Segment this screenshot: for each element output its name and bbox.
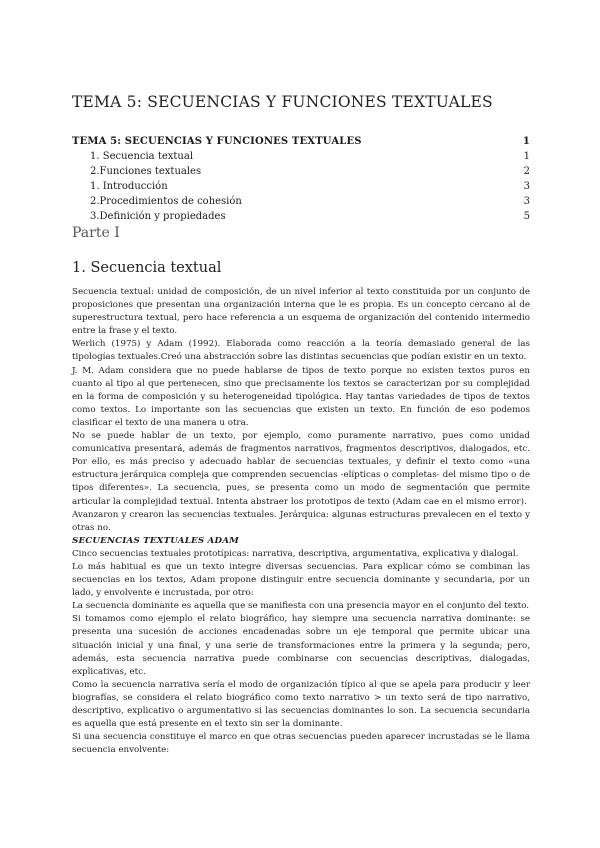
toc-entry-label: 1. Secuencia textual bbox=[90, 151, 194, 162]
toc-entry-label: TEMA 5: SECUENCIAS Y FUNCIONES TEXTUALES bbox=[72, 136, 362, 147]
toc-entry-page: 3 bbox=[523, 196, 530, 207]
toc-entry[interactable] bbox=[72, 151, 530, 166]
toc-entry-page: 5 bbox=[523, 211, 530, 222]
paragraph: No se puede hablar de un texto, por ejemplo, como puramente narrativo, pues como unidad comunicativa presentará, además de fragmentos narrativos, fragmentos descriptivos, dialogados, etc. Por ello, es más preciso y adecuado hablar de secuencias textuales, y definir el texto como «una estructura jerárquica compleja que comprenden secuencias -elípticas o completas- del mismo tipo o de tipos diferentes». La secuencia, pues, se presenta como un modo de segmentación que permite articular la complejidad textual. Intenta abstraer los prototipos de texto (Adam cae en el mismo error). bbox=[72, 431, 530, 507]
toc-entry-label: 2.Procedimientos de cohesión bbox=[90, 196, 242, 207]
toc-entry[interactable] bbox=[72, 196, 530, 211]
toc-entry-page: 1 bbox=[522, 136, 530, 147]
paragraph: Cinco secuencias textuales prototípicas: narrativa, descriptiva, argumentativa, explicativa y dialogal. bbox=[72, 548, 519, 559]
paragraph: Avanzaron y crearon las secuencias textuales. Jerárquica: algunas estructuras prevalecen en el texto y otras no. bbox=[72, 509, 530, 533]
body-text bbox=[72, 286, 530, 757]
toc-entry-page: 3 bbox=[523, 181, 530, 192]
toc-entry-page: 2 bbox=[523, 166, 530, 177]
paragraph: Como la secuencia narrativa sería el modo de organización típico al que se apela para producir y leer biografías, se considera el relato biográfico como texto narrativo > un texto será de tipo narrativo, descriptivo, explicativo o argumentativo si las secuencias dominantes lo son. La secuencia secundaria es aquella que está presente en el texto sin ser la dominante. bbox=[72, 679, 530, 730]
paragraph: Secuencia textual: unidad de composición, de un nivel inferior al texto constituida por un conjunto de proposiciones que presentan una organización interna que le es propia. Es un concepto cercano al de superestructura textual, pero hace referencia a un esquema de organización del contenido intermedio entre la frase y el texto. bbox=[72, 287, 530, 337]
toc-entry-main[interactable] bbox=[72, 136, 530, 151]
paragraph: Lo más habitual es que un texto integre diversas secuencias. Para explicar cómo se combinan las secuencias en los textos, Adam propone distinguir entre secuencia dominante y secundaria, por un lado, y envolvente e incrustada, por otro: bbox=[72, 561, 530, 599]
paragraph: Si tomamos como ejemplo el relato biográfico, hay siempre una secuencia narrativa dominante: se presenta una sucesión de acciones encadenadas sobre un eje temporal que permite ubicar una situación inicial y una final, y una serie de transformaciones entre la primera y la segunda; pero, además, esta secuencia narrativa puede combinarse con secuencias descriptivas, dialogadas, explicativas, etc. bbox=[72, 614, 530, 677]
toc-entry[interactable] bbox=[72, 211, 530, 226]
paragraph: Si una secuencia constituye el marco en que otras secuencias pueden aparecer incrustadas se le llama secuencia envolvente: bbox=[72, 732, 530, 756]
subheading: SECUENCIAS TEXTUALES ADAM bbox=[72, 535, 239, 546]
toc-entry-page: 1 bbox=[523, 151, 530, 162]
toc-entry-label: 3.Definición y propiedades bbox=[90, 211, 226, 222]
toc-entry[interactable] bbox=[72, 166, 530, 181]
paragraph: Werlich (1975) y Adam (1992). Elaborada como reacción a la teoría demasiado general de las tipologías textuales.Creó una abstracción sobre las distintas secuencias que podían existir en un texto. bbox=[72, 339, 530, 363]
part-label: Parte I bbox=[72, 225, 120, 241]
toc-entry[interactable] bbox=[72, 181, 530, 196]
table-of-contents bbox=[72, 136, 530, 226]
document-title: TEMA 5: SECUENCIAS Y FUNCIONES TEXTUALES bbox=[72, 93, 493, 111]
paragraph: La secuencia dominante es aquella que se manifiesta con una presencia mayor en el conjunto del texto. bbox=[72, 601, 530, 612]
paragraph: J. M. Adam considera que no puede hablarse de tipos de texto porque no existen textos puros en cuanto al tipo al que pertenecen, sino que precisamente los textos se caracterizan por su complejidad en la forma de composición y su heterogeneidad tipológica. Hay tantas variedades de tipos de textos como textos. Lo importante son las secuencias que existen un texto. En función de eso podemos clasificar el texto de una manera u otra. bbox=[72, 365, 530, 428]
toc-entry-label: 2.Funciones textuales bbox=[90, 166, 202, 177]
toc-entry-label: 1. Introducción bbox=[90, 181, 168, 192]
section-heading: 1. Secuencia textual bbox=[72, 260, 222, 276]
